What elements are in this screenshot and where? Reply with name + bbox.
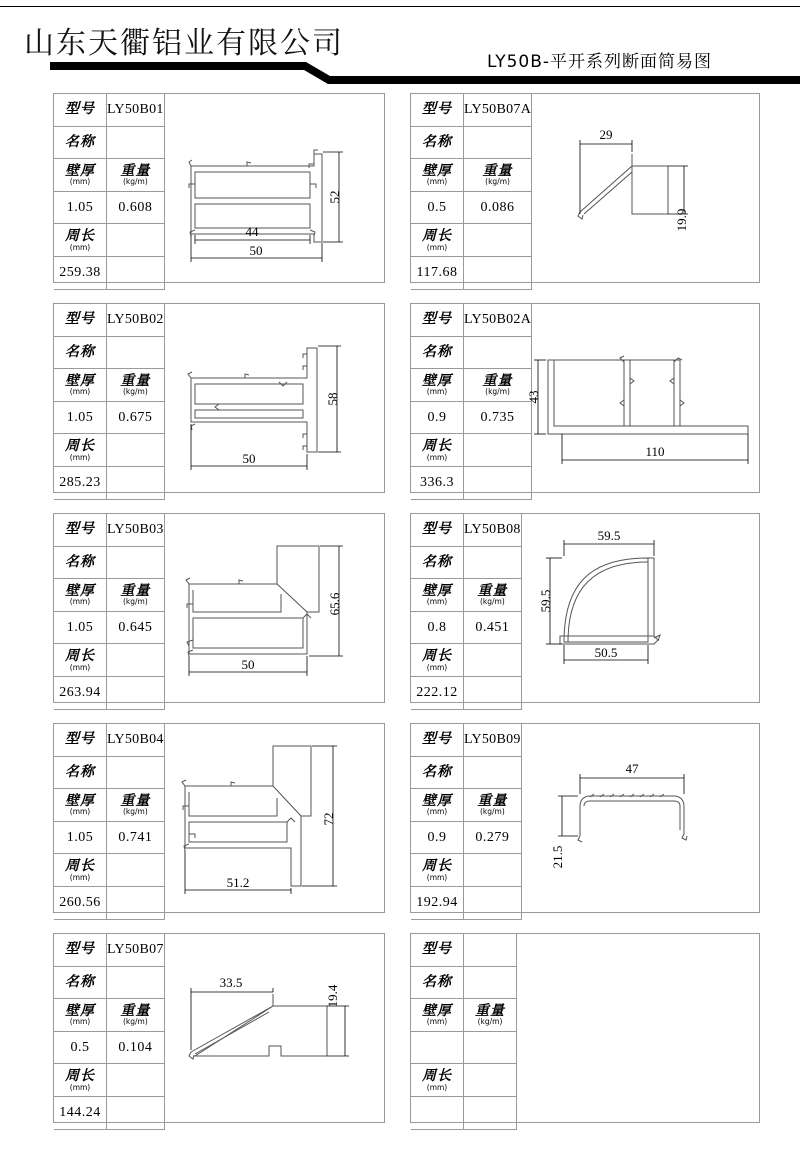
label-weight-unit: (kg/m) <box>122 177 148 187</box>
dim-19-9: 19.9 <box>674 208 689 232</box>
grid-row <box>0 93 800 303</box>
profile-drawing-ly50b01 <box>159 94 384 282</box>
value-thickness: 0.9 <box>411 401 464 434</box>
drawing-title: LY50B-平开系列断面简易图 <box>487 52 713 72</box>
value-perimeter: 144.24 <box>54 1096 107 1129</box>
value-model: LY50B07A <box>464 94 532 126</box>
profile-card-blank[interactable] <box>410 933 760 1123</box>
table-row <box>54 1064 164 1097</box>
table-row <box>54 336 164 369</box>
table-row <box>54 94 164 126</box>
dim-59-5-h: 59.5 <box>597 528 621 543</box>
label-weight-unit: (kg/m) <box>122 597 148 607</box>
table-row <box>411 466 532 499</box>
label-perimeter: 周长 <box>422 1067 452 1084</box>
label-thickness-unit: (mm) <box>69 807 91 817</box>
spec-table <box>54 934 165 1130</box>
profile-drawing-blank <box>516 934 759 1122</box>
table-row <box>54 999 164 1032</box>
value-name <box>464 756 522 789</box>
value-name <box>107 966 165 999</box>
profile-drawing-ly50b04 <box>159 724 384 912</box>
label-model: 型号 <box>422 311 452 328</box>
label-perimeter: 周长 <box>422 857 452 874</box>
header-top-rule <box>0 6 800 7</box>
dim-58: 58 <box>325 392 340 406</box>
label-thickness-unit: (mm) <box>426 177 448 187</box>
label-model: 型号 <box>65 311 95 328</box>
profile-card-ly50b07[interactable] <box>53 933 385 1123</box>
label-name: 名称 <box>65 344 95 361</box>
table-row <box>411 999 517 1032</box>
dim-50: 50 <box>249 243 263 258</box>
table-row <box>411 336 532 369</box>
value-perimeter: 222.12 <box>411 676 464 709</box>
value-model: LY50B03 <box>107 514 165 546</box>
label-thickness: 壁厚 <box>65 792 95 809</box>
label-weight: 重量 <box>482 162 513 179</box>
table-row <box>54 434 164 467</box>
label-weight: 重量 <box>475 1002 505 1019</box>
table-row <box>411 611 521 644</box>
value-weight: 0.675 <box>107 401 165 434</box>
label-perimeter: 周长 <box>422 227 452 244</box>
value-weight: 0.645 <box>107 611 165 644</box>
table-row <box>54 934 164 966</box>
value-model: LY50B07 <box>107 934 165 966</box>
label-model: 型号 <box>422 101 452 118</box>
value-name <box>107 126 165 159</box>
table-row <box>411 256 532 289</box>
label-perimeter-unit: (mm) <box>69 242 91 252</box>
label-weight-unit: (kg/m) <box>122 807 148 817</box>
label-weight-unit: (kg/m) <box>479 807 505 817</box>
label-thickness-unit: (mm) <box>69 387 91 397</box>
table-row <box>411 644 521 677</box>
value-weight <box>464 1031 517 1064</box>
label-weight: 重量 <box>477 792 508 809</box>
dim-50: 50 <box>241 657 255 672</box>
label-weight-unit: (kg/m) <box>485 387 510 397</box>
profile-drawing-ly50b02a <box>516 304 759 492</box>
dim-19-4: 19.4 <box>325 984 340 1008</box>
label-thickness: 壁厚 <box>65 582 95 599</box>
value-weight: 0.735 <box>464 401 532 434</box>
header-band <box>0 60 800 86</box>
label-perimeter-unit: (mm) <box>69 1082 91 1092</box>
dim-33-5: 33.5 <box>219 975 243 990</box>
profile-card-ly50b01[interactable] <box>53 93 385 283</box>
table-row <box>411 1064 517 1097</box>
value-weight: 0.086 <box>464 191 532 224</box>
spec-table <box>411 514 522 710</box>
table-row <box>411 756 521 789</box>
dim-44: 44 <box>245 224 259 239</box>
profile-drawing-ly50b03 <box>159 514 384 702</box>
table-row <box>411 1031 517 1064</box>
profile-card-ly50b02a[interactable] <box>410 303 760 493</box>
label-thickness-unit: (mm) <box>426 597 448 607</box>
value-thickness: 1.05 <box>54 611 107 644</box>
table-row <box>411 886 521 919</box>
label-perimeter: 周长 <box>65 857 95 874</box>
label-thickness: 壁厚 <box>422 792 452 809</box>
table-row <box>54 854 164 887</box>
value-model: LY50B04 <box>107 724 165 756</box>
label-perimeter-unit: (mm) <box>426 242 448 252</box>
value-weight: 0.741 <box>107 821 165 854</box>
dim-65-6: 65.6 <box>327 592 342 616</box>
value-perimeter <box>411 1096 464 1129</box>
grid-row <box>0 933 800 1143</box>
label-weight: 重量 <box>120 162 151 179</box>
dim-51-2: 51.2 <box>226 875 250 890</box>
table-row <box>54 789 164 822</box>
label-weight-unit: (kg/m) <box>477 1017 503 1027</box>
label-perimeter: 周长 <box>65 437 95 454</box>
label-thickness: 壁厚 <box>65 1002 95 1019</box>
table-row <box>54 304 164 336</box>
table-row <box>411 514 521 546</box>
value-model: LY50B01 <box>107 94 165 126</box>
grid-row <box>0 303 800 513</box>
value-name <box>107 546 165 579</box>
value-perimeter: 336.3 <box>411 466 464 499</box>
dim-43: 43 <box>526 390 541 404</box>
table-row <box>54 1096 164 1129</box>
label-weight-unit: (kg/m) <box>485 177 510 187</box>
value-perimeter: 259.38 <box>54 256 107 289</box>
value-perimeter: 263.94 <box>54 676 107 709</box>
profile-card-ly50b07a[interactable] <box>410 93 760 283</box>
profile-card-ly50b03[interactable] <box>53 513 385 703</box>
label-perimeter: 周长 <box>422 437 452 454</box>
value-perimeter: 260.56 <box>54 886 107 919</box>
spec-table <box>411 934 517 1130</box>
table-row <box>54 159 164 192</box>
value-name <box>464 546 522 579</box>
table-row <box>54 546 164 579</box>
label-thickness-unit: (mm) <box>426 387 448 397</box>
table-row <box>411 724 521 756</box>
table-row <box>54 756 164 789</box>
label-name: 名称 <box>422 974 452 991</box>
profile-drawing-ly50b08 <box>516 514 759 702</box>
label-perimeter-unit: (mm) <box>426 452 448 462</box>
value-perimeter: 192.94 <box>411 886 464 919</box>
label-perimeter: 周长 <box>422 647 452 664</box>
spec-table <box>54 94 165 290</box>
dim-72: 72 <box>321 812 336 826</box>
table-row <box>411 434 532 467</box>
label-name: 名称 <box>422 134 452 151</box>
label-model: 型号 <box>422 521 452 538</box>
value-model: LY50B09 <box>464 724 522 756</box>
value-thickness: 0.8 <box>411 611 464 644</box>
spec-table <box>54 724 165 920</box>
label-weight-unit: (kg/m) <box>479 597 505 607</box>
grid-row <box>0 513 800 723</box>
table-row <box>411 934 517 966</box>
label-name: 名称 <box>422 764 452 781</box>
label-thickness: 壁厚 <box>422 162 452 179</box>
table-row <box>411 1096 517 1129</box>
value-model: LY50B02 <box>107 304 165 336</box>
label-perimeter-unit: (mm) <box>426 662 448 672</box>
value-thickness: 0.9 <box>411 821 464 854</box>
table-row <box>411 821 521 854</box>
label-perimeter: 周长 <box>65 227 95 244</box>
page-header <box>0 0 800 88</box>
value-thickness: 0.5 <box>54 1031 107 1064</box>
table-row <box>54 401 164 434</box>
value-weight: 0.104 <box>107 1031 165 1064</box>
table-row <box>411 579 521 612</box>
profile-card-ly50b04[interactable] <box>53 723 385 913</box>
table-row <box>411 789 521 822</box>
label-thickness-unit: (mm) <box>69 597 91 607</box>
table-row <box>54 966 164 999</box>
value-weight: 0.608 <box>107 191 165 224</box>
label-model: 型号 <box>65 731 95 748</box>
spec-table <box>54 514 165 710</box>
label-model: 型号 <box>422 731 452 748</box>
value-perimeter: 285.23 <box>54 466 107 499</box>
table-row <box>54 821 164 854</box>
label-perimeter: 周长 <box>65 1067 95 1084</box>
table-row <box>54 886 164 919</box>
label-perimeter-unit: (mm) <box>426 872 448 882</box>
label-model: 型号 <box>65 101 95 118</box>
label-name: 名称 <box>65 134 95 151</box>
label-model: 型号 <box>65 521 95 538</box>
dim-110: 110 <box>645 444 665 459</box>
label-model: 型号 <box>422 941 452 958</box>
label-thickness: 壁厚 <box>422 582 452 599</box>
table-row <box>411 966 517 999</box>
label-name: 名称 <box>65 554 95 571</box>
profile-drawing-ly50b07a <box>516 94 759 282</box>
label-weight: 重量 <box>120 792 151 809</box>
label-perimeter: 周长 <box>65 647 95 664</box>
value-weight: 0.451 <box>464 611 522 644</box>
label-model: 型号 <box>65 941 95 958</box>
dim-29: 29 <box>599 127 613 142</box>
value-thickness <box>411 1031 464 1064</box>
value-thickness: 0.5 <box>411 191 464 224</box>
label-weight: 重量 <box>477 582 508 599</box>
value-thickness: 1.05 <box>54 401 107 434</box>
label-perimeter-unit: (mm) <box>69 662 91 672</box>
label-weight: 重量 <box>120 1002 151 1019</box>
label-perimeter-unit: (mm) <box>69 452 91 462</box>
table-row <box>54 644 164 677</box>
table-row <box>411 94 532 126</box>
table-row <box>54 611 164 644</box>
grid-row <box>0 723 800 933</box>
dim-47: 47 <box>625 761 639 776</box>
spec-table <box>411 724 522 920</box>
profile-card-ly50b08[interactable] <box>410 513 760 703</box>
table-row <box>54 676 164 709</box>
table-row <box>411 676 521 709</box>
company-name: 山东天衢铝业有限公司 <box>24 26 344 61</box>
dim-50-5: 50.5 <box>594 645 618 660</box>
table-row <box>411 304 532 336</box>
value-name <box>107 756 165 789</box>
table-row <box>54 256 164 289</box>
table-row <box>54 466 164 499</box>
value-perimeter: 117.68 <box>411 256 464 289</box>
table-row <box>54 724 164 756</box>
table-row <box>54 126 164 159</box>
table-row <box>411 159 532 192</box>
table-row <box>54 191 164 224</box>
dim-59-5-v: 59.5 <box>538 589 553 613</box>
label-thickness: 壁厚 <box>65 372 95 389</box>
table-row <box>54 514 164 546</box>
label-name: 名称 <box>65 764 95 781</box>
label-weight-unit: (kg/m) <box>122 387 148 397</box>
table-row <box>411 854 521 887</box>
label-thickness-unit: (mm) <box>426 807 448 817</box>
label-perimeter-unit: (mm) <box>426 1082 448 1092</box>
value-thickness: 1.05 <box>54 821 107 854</box>
dim-21-5: 21.5 <box>550 845 565 869</box>
label-thickness: 壁厚 <box>422 372 452 389</box>
table-row <box>54 369 164 402</box>
dim-52: 52 <box>327 190 342 204</box>
value-model: LY50B08 <box>464 514 522 546</box>
label-thickness-unit: (mm) <box>426 1017 448 1027</box>
label-weight: 重量 <box>120 582 151 599</box>
value-model: LY50B02A <box>464 304 532 336</box>
value-name <box>107 336 165 369</box>
label-name: 名称 <box>422 554 452 571</box>
label-thickness-unit: (mm) <box>69 177 91 187</box>
profile-drawing-ly50b09 <box>516 724 759 912</box>
value-model <box>464 934 517 966</box>
label-weight: 重量 <box>120 372 151 389</box>
profile-drawing-ly50b02 <box>159 304 384 492</box>
spec-table <box>54 304 165 500</box>
spec-table <box>411 94 532 290</box>
label-name: 名称 <box>65 974 95 991</box>
table-row <box>411 546 521 579</box>
table-row <box>411 191 532 224</box>
label-thickness: 壁厚 <box>65 162 95 179</box>
table-row <box>411 224 532 257</box>
table-row <box>411 126 532 159</box>
table-row <box>54 224 164 257</box>
spec-table <box>411 304 532 500</box>
label-thickness-unit: (mm) <box>69 1017 91 1027</box>
value-weight: 0.279 <box>464 821 522 854</box>
table-row <box>411 369 532 402</box>
table-row <box>411 401 532 434</box>
value-thickness: 1.05 <box>54 191 107 224</box>
label-weight-unit: (kg/m) <box>122 1017 148 1027</box>
dim-50: 50 <box>242 451 256 466</box>
label-weight: 重量 <box>482 372 513 389</box>
label-perimeter-unit: (mm) <box>69 872 91 882</box>
profile-drawing-ly50b07 <box>159 934 384 1122</box>
value-name <box>464 966 517 999</box>
profile-card-ly50b02[interactable] <box>53 303 385 493</box>
profile-card-ly50b09[interactable] <box>410 723 760 913</box>
label-name: 名称 <box>422 344 452 361</box>
table-row <box>54 1031 164 1064</box>
profile-grid <box>0 93 800 1143</box>
table-row <box>54 579 164 612</box>
label-thickness: 壁厚 <box>422 1002 452 1019</box>
